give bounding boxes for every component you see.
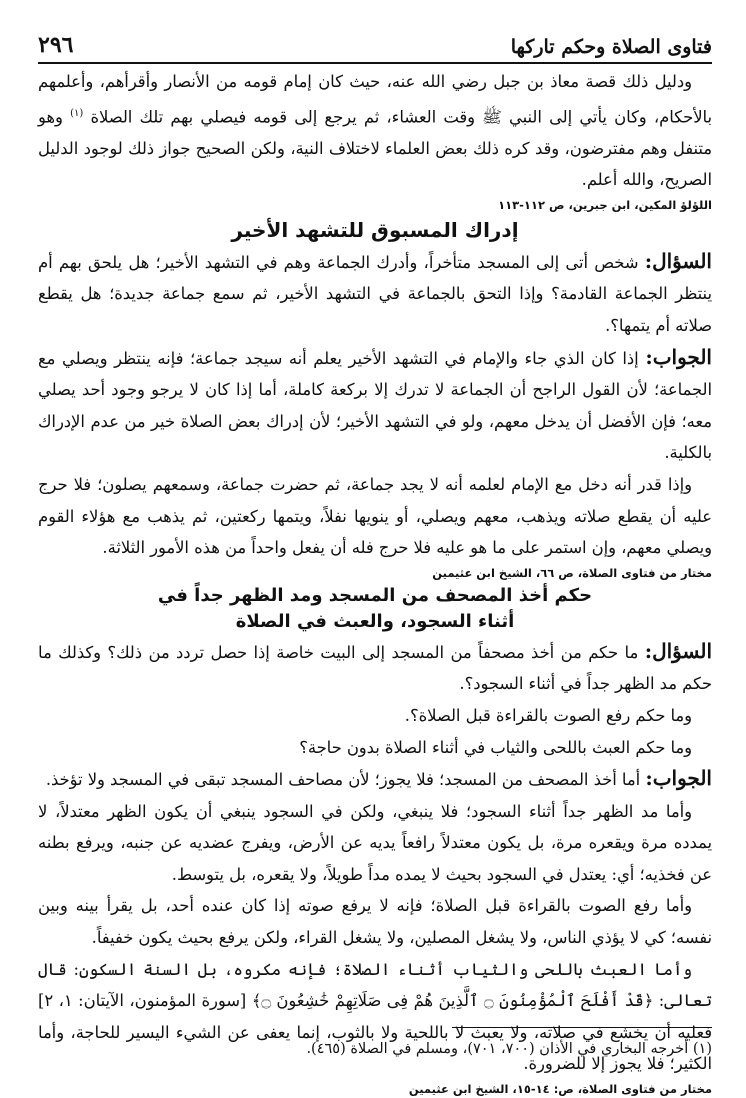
page-number: ٢٩٦ [38, 32, 74, 58]
page-content [38, 66, 712, 1098]
footnotes [38, 1027, 712, 1060]
footnote-divider [452, 1027, 712, 1028]
quran-verse: ﴿قَدْ أَفْلَحَ ٱلْمُؤْمِنُونَ ۝ ٱلَّذِينَ هُمْ فِى صَلَاتِهِمْ خَٰشِعُونَ ۝﴾ [251, 991, 654, 1011]
book-page [38, 0, 712, 1097]
answer-label: الجواب: [645, 766, 712, 791]
answer-paragraph-2: وأما مد الظهر جداً أثناء السجود؛ فلا ينبغي، ولكن في السجود ينبغي أن يكون الظهر معتدلاً، لا يمدده مرة ويقعره مرة، بل يكون معتدلاً رافعاً يديه عن الأرض، ويفرج عضديه عن جنبه، ويرفع بطنه عن فخذيه؛ أي: يعتدل في السجود بحيث لا يمده مداً طويلاً، ولا يقعره، بل يتوسط. [38, 801, 712, 884]
intro-paragraph [38, 66, 712, 196]
section-title-line-1: حكم أخذ المصحف من المسجد ومد الظهر جداً في [157, 584, 593, 606]
answer-label: الجواب: [645, 344, 712, 369]
answer-text: إذا كان الذي جاء والإمام في التشهد الأخير يعلم أنه سيجد جماعة؛ فإنه ينتظر ويصلي مع الجماعة؛ لأن القول الراجح أن الجماعة لا تدرك إلا بركعة كاملة، أما إذا كان لا يرجو وجود أحد يصلي معه؛ فإن الأفضل أن يدخل معهم، ولو في التشهد الأخير؛ لأن إدراك بعض الصلاة خير من عدم الإدراك بالكلية. [38, 348, 712, 463]
section-title: إدراك المسبوق للتشهد الأخير [231, 217, 519, 242]
question-paragraph-2: وما حكم رفع الصوت بالقراءة قبل الصلاة؟. [404, 705, 692, 725]
verse-reference: [سورة المؤمنون، الآيتان: ١، ٢] [38, 991, 247, 1011]
section-title-line-2: أثناء السجود، والعبث في الصلاة [235, 610, 515, 632]
answer-text: وأما العبث باللحى والثياب أثناء الصلاة؛ فإنه مكروه، بل السنة السكون: قال تعالى: [38, 959, 712, 1011]
footnote: (١) أخرجه البخاري في الأذان (٧٠٠، ٧٠١)، ومسلم في الصلاة (٤٦٥). [306, 1041, 712, 1057]
question-label: السؤال: [644, 638, 712, 663]
source-citation: مختار من فتاوى الصلاة، ص ٦٦، الشيخ ابن عثيمين [432, 565, 712, 580]
question-label: السؤال: [644, 248, 712, 273]
source-citation: اللؤلؤ المكين، ابن جبرين، ص ١١٢-١١٣ [498, 197, 712, 212]
answer-paragraph-3: وأما رفع الصوت بالقراءة قبل الصلاة؛ فإنه لا يرفع صوته إذا كان عنده أحد، بل يقرأ بينه وبين نفسه؛ كي لا يؤذي الناس، ولا يشغل المصلين، ولا يشغل القراء، ولكن يرفع بحيث يكون خفيفاً. [38, 896, 712, 948]
question-paragraph [38, 636, 712, 700]
answer-text: أما أخذ المصحف من المسجد؛ فلا يجوز؛ لأن مصاحف المسجد تبقى في المسجد ولا تؤخذ. [45, 770, 641, 790]
intro-text-continued: وهو متنفل وهم مفترضون، وقد كره ذلك بعض العلماء لاختلاف النية، ولكن الصحيح جواز ذلك لوجود الدليل الصريح، والله أعلم. [38, 107, 712, 190]
intro-text: ودليل ذلك قصة معاذ بن جبل رضي الله عنه، حيث كان إمام قومه من الأنصار وأقرأهم، وأعلمهم بالأحكام، وكان يأتي إلى النبي ﷺ وقت العشاء، ثم يرجع إلى قومه فيصلي بهم تلك الصلاة [38, 72, 712, 127]
answer-paragraph [38, 763, 712, 796]
book-title: فتاوى الصلاة وحكم تاركها [510, 36, 712, 58]
answer-paragraph [38, 342, 712, 469]
source-citation: مختار من فتاوى الصلاة، ص: ١٤-١٥، الشيخ ابن عثيمين [408, 1082, 712, 1097]
question-text: شخص أتى إلى المسجد متأخراً، وأدرك الجماعة وهم في التشهد الأخير؛ هل يلحق بهم أم ينتظر الجماعة القادمة؟ وإذا التحق بالجماعة في التشهد الأخير، ثم سمع جماعة جديدة؛ هل يقطع صلاته أم يتمها؟. [38, 252, 712, 335]
page-header [38, 28, 712, 64]
answer-paragraph-4 [38, 954, 712, 1080]
question-paragraph [38, 246, 712, 342]
question-paragraph-3: وما حكم العبث باللحى والثياب في أثناء الصلاة بدون حاجة؟ [299, 737, 692, 757]
answer-text-continued: فعليه أن يخشع في صلاته، ولا يعبث لا باللحية ولا بالثوب، إنما يعفى عن الشيء اليسير للحاجة، وأما الكثير؛ فلا يجوز إلا للضرورة. [38, 1022, 712, 1074]
question-text: ما حكم من أخذ مصحفاً من المسجد إلى البيت خاصة إذا حصل تردد من ذلك؟ وكذلك ما حكم مد الظهر جداً في أثناء السجود؟. [38, 642, 712, 694]
answer-paragraph-2: وإذا قدر أنه دخل مع الإمام لعلمه أنه لا يجد جماعة، ثم حضرت جماعة، وسمعهم يصلون؛ فلا حرج عليه أن يقطع صلاته ويذهب، معهم ويصلي، أو ينويها نفلاً، ويتمها ركعتين، ثم يذهب مع هؤلاء القوم ويصلي معهم، وإن استمر على ما هو عليه فلا حرج فله أن يفعل واحداً من هذه الأمور الثلاثة. [38, 474, 712, 558]
footnote-marker: (١) [70, 107, 84, 119]
